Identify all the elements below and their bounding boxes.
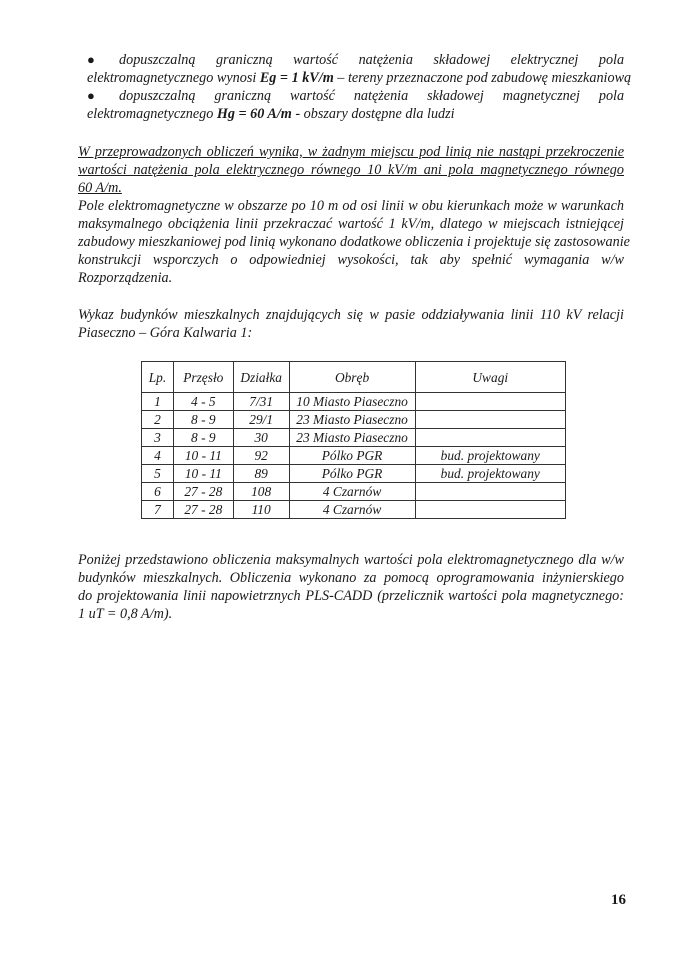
bullet-dot: ●: [87, 88, 95, 103]
cell-lp: 3: [142, 429, 174, 447]
cell-remarks: [415, 429, 566, 447]
header-plot: Działka: [233, 362, 289, 393]
cell-remarks: [415, 411, 566, 429]
bullet-dot: ●: [87, 52, 95, 67]
cell-lp: 5: [142, 465, 174, 483]
cell-span: 27 - 28: [173, 483, 233, 501]
field-paragraph-line-1: Pole elektromagnetyczne w obszarze po 10 m od osi linii w obu kierunkach może w warunkach: [78, 198, 624, 214]
cell-plot: 29/1: [233, 411, 289, 429]
header-district: Obręb: [289, 362, 415, 393]
table-header-row: [142, 362, 566, 393]
header-lp: Lp.: [142, 362, 174, 393]
cell-span: 10 - 11: [173, 465, 233, 483]
header-remarks: Uwagi: [415, 362, 566, 393]
cell-lp: 1: [142, 393, 174, 411]
conclusion-line-2: wartości natężenia pola elektrycznego równego 10 kV/m ani pola magnetycznego równego: [78, 162, 624, 178]
conclusion-line-3: 60 A/m.: [78, 180, 122, 196]
bullet-2-line-2: elektromagnetycznego Hg = 60 A/m - obszary dostępne dla ludzi: [87, 106, 455, 122]
cell-remarks: [415, 483, 566, 501]
cell-remarks: [415, 393, 566, 411]
cell-district: 23 Miasto Piaseczno: [289, 429, 415, 447]
cell-lp: 6: [142, 483, 174, 501]
cell-remarks: bud. projektowany: [415, 447, 566, 465]
list-intro-line-1: Wykaz budynków mieszkalnych znajdujących się w pasie oddziaływania linii 110 kV relacji: [78, 307, 624, 323]
table-row: [142, 411, 566, 429]
cell-lp: 4: [142, 447, 174, 465]
cell-district: Pólko PGR: [289, 447, 415, 465]
calc-paragraph-line-4: 1 uT = 0,8 A/m).: [78, 606, 173, 622]
cell-plot: 89: [233, 465, 289, 483]
cell-span: 8 - 9: [173, 411, 233, 429]
calc-paragraph-line-3: do projektowania linii napowietrznych PLS-CADD (przelicznik wartości pola magnetycznego:: [78, 588, 624, 604]
table-row: [142, 483, 566, 501]
header-span: Przęsło: [173, 362, 233, 393]
cell-district: 10 Miasto Piaseczno: [289, 393, 415, 411]
cell-span: 8 - 9: [173, 429, 233, 447]
cell-plot: 92: [233, 447, 289, 465]
field-paragraph-line-5: Rozporządzenia.: [78, 270, 173, 286]
bullet-2-line-1: dopuszczalną graniczną wartość natężenia składowej magnetycznej pola: [119, 88, 625, 104]
cell-plot: 30: [233, 429, 289, 447]
cell-remarks: bud. projektowany: [415, 465, 566, 483]
cell-lp: 2: [142, 411, 174, 429]
cell-span: 4 - 5: [173, 393, 233, 411]
buildings-table: [141, 361, 566, 519]
table-row: [142, 429, 566, 447]
conclusion-line-1: W przeprowadzonych obliczeń wynika, w żadnym miejscu pod linią nie nastąpi przekroczenie: [78, 144, 624, 160]
cell-district: 23 Miasto Piaseczno: [289, 411, 415, 429]
field-paragraph-line-3: zabudowy mieszkaniowej pod linią wykonano dodatkowe obliczenia i projektuje się zastosowanie: [78, 234, 630, 250]
cell-plot: 108: [233, 483, 289, 501]
cell-lp: 7: [142, 501, 174, 519]
cell-plot: 7/31: [233, 393, 289, 411]
cell-span: 27 - 28: [173, 501, 233, 519]
cell-district: 4 Czarnów: [289, 483, 415, 501]
calc-paragraph-line-2: budynków mieszkalnych. Obliczenia wykonano za pomocą oprogramowania inżynierskiego: [78, 570, 624, 586]
table-row: [142, 447, 566, 465]
table-row: [142, 393, 566, 411]
table-row: [142, 501, 566, 519]
bullet-1-line-2: elektromagnetycznego wynosi Eg = 1 kV/m – tereny przeznaczone pod zabudowę mieszkaniową: [87, 70, 632, 86]
calc-paragraph-line-1: Poniżej przedstawiono obliczenia maksymalnych wartości pola elektromagnetycznego dla w/w: [78, 552, 624, 568]
electric-field-limit: Eg = 1 kV/m: [259, 70, 334, 86]
magnetic-field-limit: Hg = 60 A/m: [216, 106, 292, 122]
cell-span: 10 - 11: [173, 447, 233, 465]
cell-district: 4 Czarnów: [289, 501, 415, 519]
list-intro-line-2: Piaseczno – Góra Kalwaria 1:: [78, 325, 253, 341]
cell-district: Pólko PGR: [289, 465, 415, 483]
bullet-1-line-1: dopuszczalną graniczną wartość natężenia składowej elektrycznej pola: [119, 52, 625, 68]
page-number: 16: [611, 892, 626, 908]
field-paragraph-line-2: maksymalnego obciążenia linii przekraczać wartość 1 kV/m, dlatego w miejscach istniejącej: [78, 216, 624, 232]
field-paragraph-line-4: konstrukcji wsporczych o odpowiedniej wysokości, tak aby spełnić wymagania w/w: [78, 252, 624, 268]
table-row: [142, 465, 566, 483]
cell-plot: 110: [233, 501, 289, 519]
cell-remarks: [415, 501, 566, 519]
